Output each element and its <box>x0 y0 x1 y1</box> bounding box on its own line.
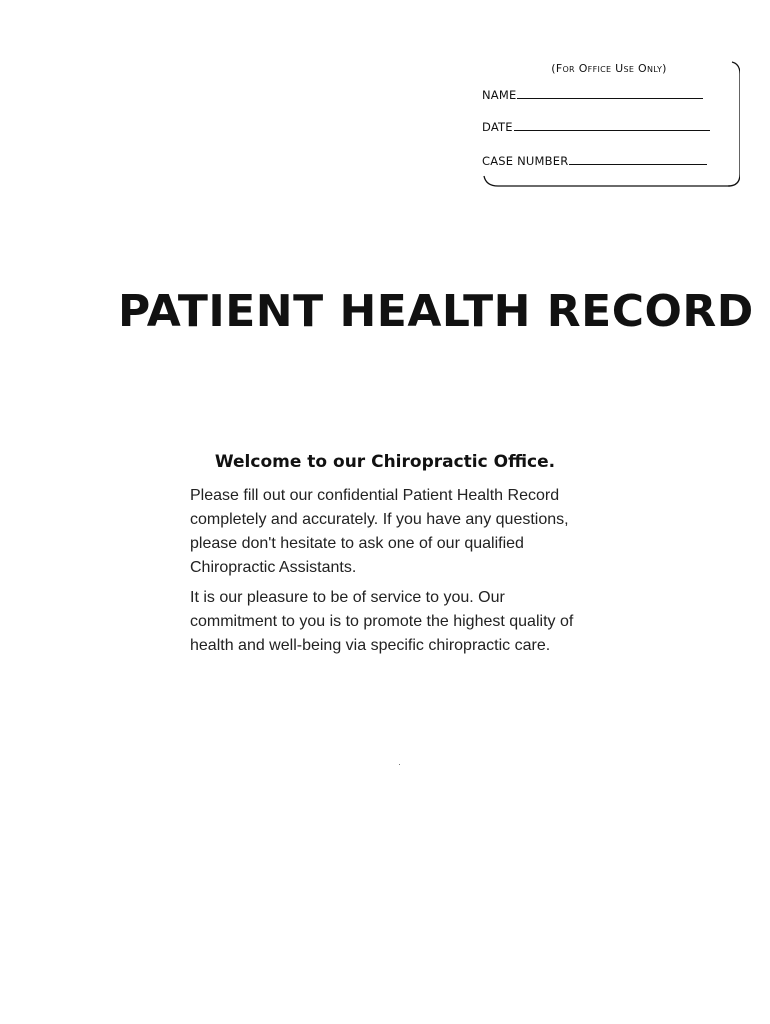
welcome-paragraph-1: Please fill out our confidential Patient Health Record completely and accurately. If you have any questions, please don't hesitate to ask one of our qualified Chiropractic Assistants. <box>190 487 569 576</box>
office-case-field[interactable] <box>569 164 707 165</box>
office-date-label: DATE <box>482 120 513 134</box>
stray-mark <box>399 764 400 765</box>
office-date-field[interactable] <box>514 130 710 131</box>
office-case-row <box>482 148 707 168</box>
office-case-label: CASE NUMBER <box>482 154 569 168</box>
welcome-paragraph-2: It is our pleasure to be of service to you. Our commitment to you is to promote the highest quality of health and well-being via specific chiropractic care. <box>190 589 574 654</box>
welcome-heading: Welcome to our Chiropractic Office. <box>214 452 556 472</box>
office-date-row <box>482 114 710 134</box>
office-name-label: NAME <box>482 88 517 102</box>
office-use-header: (For Office Use Only) <box>551 62 667 75</box>
document-title: PATIENT HEALTH RECORD <box>118 286 754 337</box>
office-name-row <box>482 82 703 102</box>
office-use-box <box>478 56 740 188</box>
office-name-field[interactable] <box>517 98 703 99</box>
